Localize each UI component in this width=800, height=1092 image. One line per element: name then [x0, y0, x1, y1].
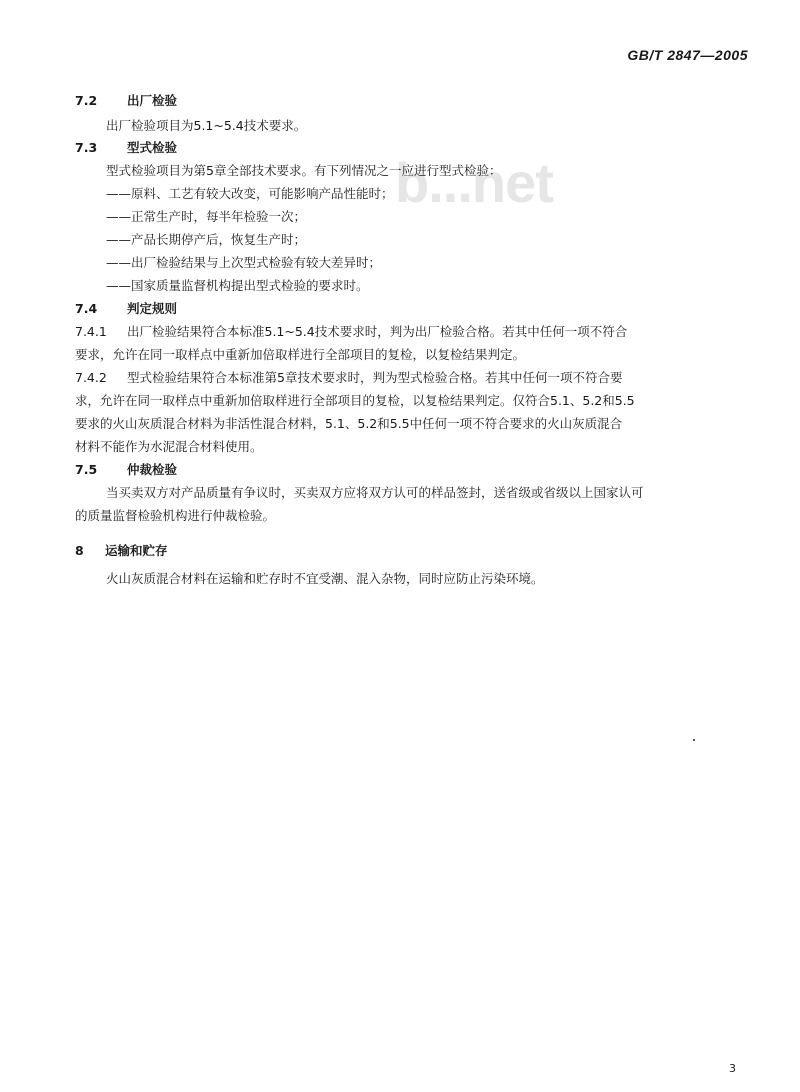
section-number: 7.3 — [75, 140, 98, 155]
section-7-5-heading — [75, 462, 177, 478]
section-7-2-heading — [75, 93, 177, 109]
section-title: 型式检验 — [127, 140, 178, 155]
list-item: ——出厂检验结果与上次型式检验有较大差异时； — [106, 255, 382, 270]
section-number: 7.4.1 — [75, 324, 107, 339]
section-title: 运输和贮存 — [105, 543, 168, 558]
section-7-5-line-2: 的质量监督检验机构进行仲裁检验。 — [75, 508, 276, 523]
page-number: 3 — [729, 1062, 736, 1075]
list-item: ——产品长期停产后，恢复生产时； — [106, 232, 307, 247]
section-number: 7.4.2 — [75, 370, 107, 385]
section-title: 出厂检验 — [127, 93, 178, 108]
section-number: 7.5 — [75, 462, 98, 477]
section-7-3-heading — [75, 140, 177, 156]
section-8-body: 火山灰质混合材料在运输和贮存时不宜受潮、混入杂物，同时应防止污染环境。 — [106, 571, 544, 586]
section-number: 7.2 — [75, 93, 98, 108]
section-7-5-line-1: 当买卖双方对产品质量有争议时，买卖双方应将双方认可的样品签封，送省级或省级以上国家认可 — [106, 485, 644, 500]
section-7-4-2-line-3: 要求的火山灰质混合材料为非活性混合材料，5.1、5.2和5.5中任何一项不符合要求的火山灰质混合 — [75, 416, 623, 431]
section-number: 7.4 — [75, 301, 98, 316]
watermark: b...net — [395, 151, 553, 214]
paragraph-text: 型式检验结果符合本标准第5章技术要求时，判为型式检验合格。若其中任何一项不符合要 — [127, 370, 623, 385]
paragraph-text: 出厂检验结果符合本标准5.1~5.4技术要求时，判为出厂检验合格。若其中任何一项不符合 — [127, 324, 628, 339]
section-8-heading — [75, 543, 168, 559]
section-7-4-2-line-4: 材料不能作为水泥混合材料使用。 — [75, 439, 263, 454]
section-7-3-intro: 型式检验项目为第5章全部技术要求。有下列情况之一应进行型式检验： — [106, 163, 502, 178]
standard-code: GB/T 2847—2005 — [627, 47, 748, 63]
section-7-4-2-line-1 — [75, 370, 622, 386]
scan-speck — [693, 739, 695, 741]
section-7-2-body: 出厂检验项目为5.1~5.4技术要求。 — [106, 118, 307, 133]
section-7-4-1-line-2: 要求，允许在同一取样点中重新加倍取样进行全部项目的复检，以复检结果判定。 — [75, 347, 526, 362]
section-7-4-1-line-1 — [75, 324, 627, 340]
section-number: 8 — [75, 543, 84, 558]
list-item: ——正常生产时，每半年检验一次； — [106, 209, 307, 224]
section-title: 判定规则 — [127, 301, 178, 316]
section-7-4-heading — [75, 301, 177, 317]
list-item: ——国家质量监督机构提出型式检验的要求时。 — [106, 278, 369, 293]
section-title: 仲裁检验 — [127, 462, 178, 477]
section-7-4-2-line-2: 求，允许在同一取样点中重新加倍取样进行全部项目的复检，以复检结果判定。仅符合5.1、5.2和5.5 — [75, 393, 635, 408]
list-item: ——原料、工艺有较大改变，可能影响产品性能时； — [106, 186, 394, 201]
